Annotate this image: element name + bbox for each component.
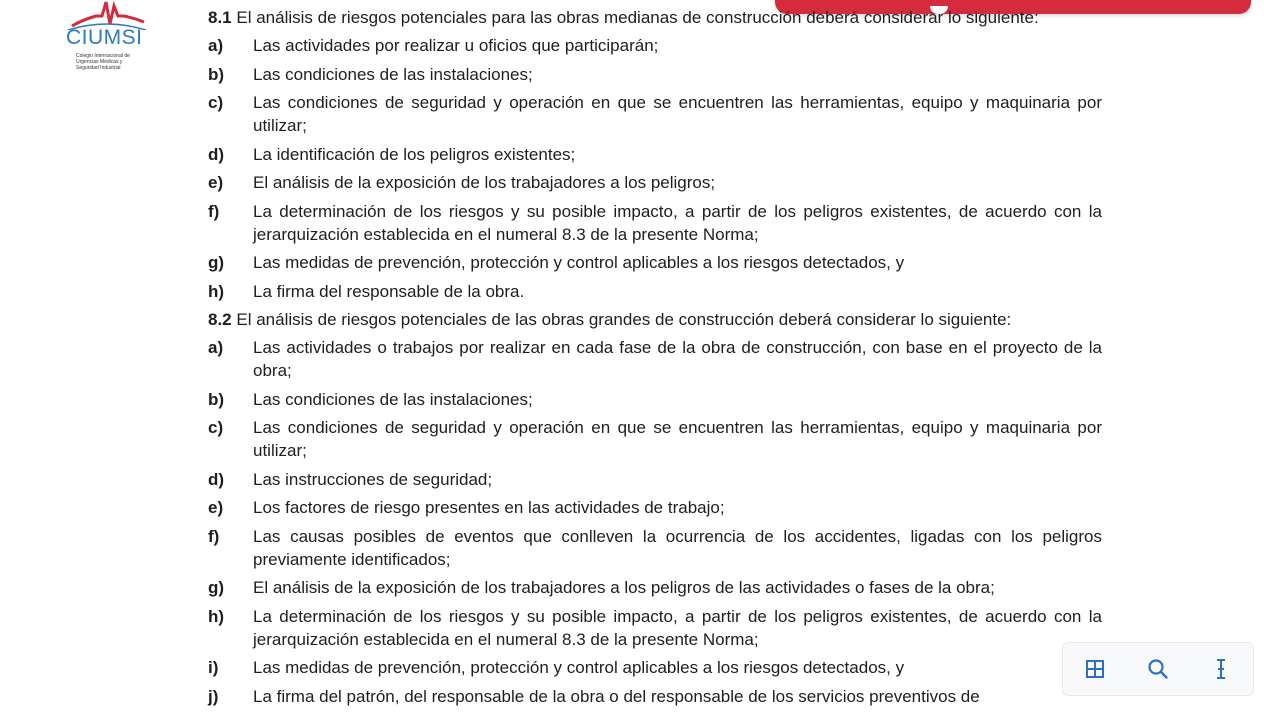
- search-button[interactable]: [1138, 649, 1178, 689]
- document-page: [178, 6, 1102, 713]
- list-item: h) La determinación de los riesgos y su posible impacto, a partir de los peligros existentes, de acuerdo con la jerarquización establecida en el numeral 8.3 de la presente Norma;: [208, 606, 1102, 649]
- pdf-toolbar: [1062, 642, 1254, 696]
- list-item: c) Las condiciones de seguridad y operación en que se encuentren las herramientas, equipo y maquinaria por utilizar;: [208, 93, 1102, 135]
- list-item: e) El análisis de la exposición de los trabajadores a los peligros;: [208, 173, 716, 192]
- list-item: f) La determinación de los riesgos y su posible impacto, a partir de los peligros existentes, de acuerdo con la jerarquización establecida en el numeral 8.3 de la presente Norma;: [208, 201, 1102, 244]
- list-item: f) Las causas posibles de eventos que conlleven la ocurrencia de los accidentes, ligadas con los peligros previamente identificados;: [208, 526, 1102, 569]
- list-item: h) La firma del responsable de la obra.: [208, 281, 525, 301]
- list-item: d) La identificación de los peligros existentes;: [208, 144, 576, 164]
- list-item: b) Las condiciones de las instalaciones;: [208, 64, 533, 84]
- ciumsi-logo: [62, 0, 152, 82]
- list-item: d) Las instrucciones de seguridad;: [208, 469, 493, 489]
- grid-icon: [1085, 659, 1105, 679]
- list-item: g) El análisis de la exposición de los trabajadores a los peligros de las actividades o fases de la obra;: [208, 578, 995, 597]
- list-item: a) Las actividades por realizar u oficios que participarán;: [208, 36, 659, 55]
- logo-subtitle: Colegio Internacional de Urgencias Médicas y Seguridad Industrial: [76, 53, 130, 71]
- logo-brand: CIUMSI: [66, 26, 143, 49]
- list-item: c) Las condiciones de seguridad y operación en que se encuentren las herramientas, equipo y maquinaria por utilizar;: [208, 418, 1102, 460]
- list-item: g) Las medidas de prevención, protección y control aplicables a los riesgos detectados, y: [208, 253, 905, 272]
- list-item: j) La firma del patrón, del responsable de la obra o del responsable de los servicios preventivos de: [208, 686, 980, 706]
- thumbnails-button[interactable]: [1075, 649, 1115, 689]
- text-cursor-icon: [1214, 658, 1228, 680]
- list-item: i) Las medidas de prevención, protección y control aplicables a los riesgos detectados, y: [208, 658, 905, 677]
- list-item: e) Los factores de riesgo presentes en las actividades de trabajo;: [208, 498, 725, 517]
- list-item: a) Las actividades o trabajos por realizar en cada fase de la obra de construcción, con base en el proyecto de la obra;: [208, 338, 1102, 380]
- section-8-1-heading: 8.1 El análisis de riesgos potenciales para las obras medianas de construcción deberá considerar lo siguiente:: [208, 8, 1039, 27]
- select-text-button[interactable]: [1201, 649, 1241, 689]
- section-8-2-heading: 8.2 El análisis de riesgos potenciales de las obras grandes de construcción deberá considerar lo siguiente:: [208, 310, 1012, 329]
- search-icon: [1147, 658, 1169, 680]
- list-item: b) Las condiciones de las instalaciones;: [208, 389, 533, 409]
